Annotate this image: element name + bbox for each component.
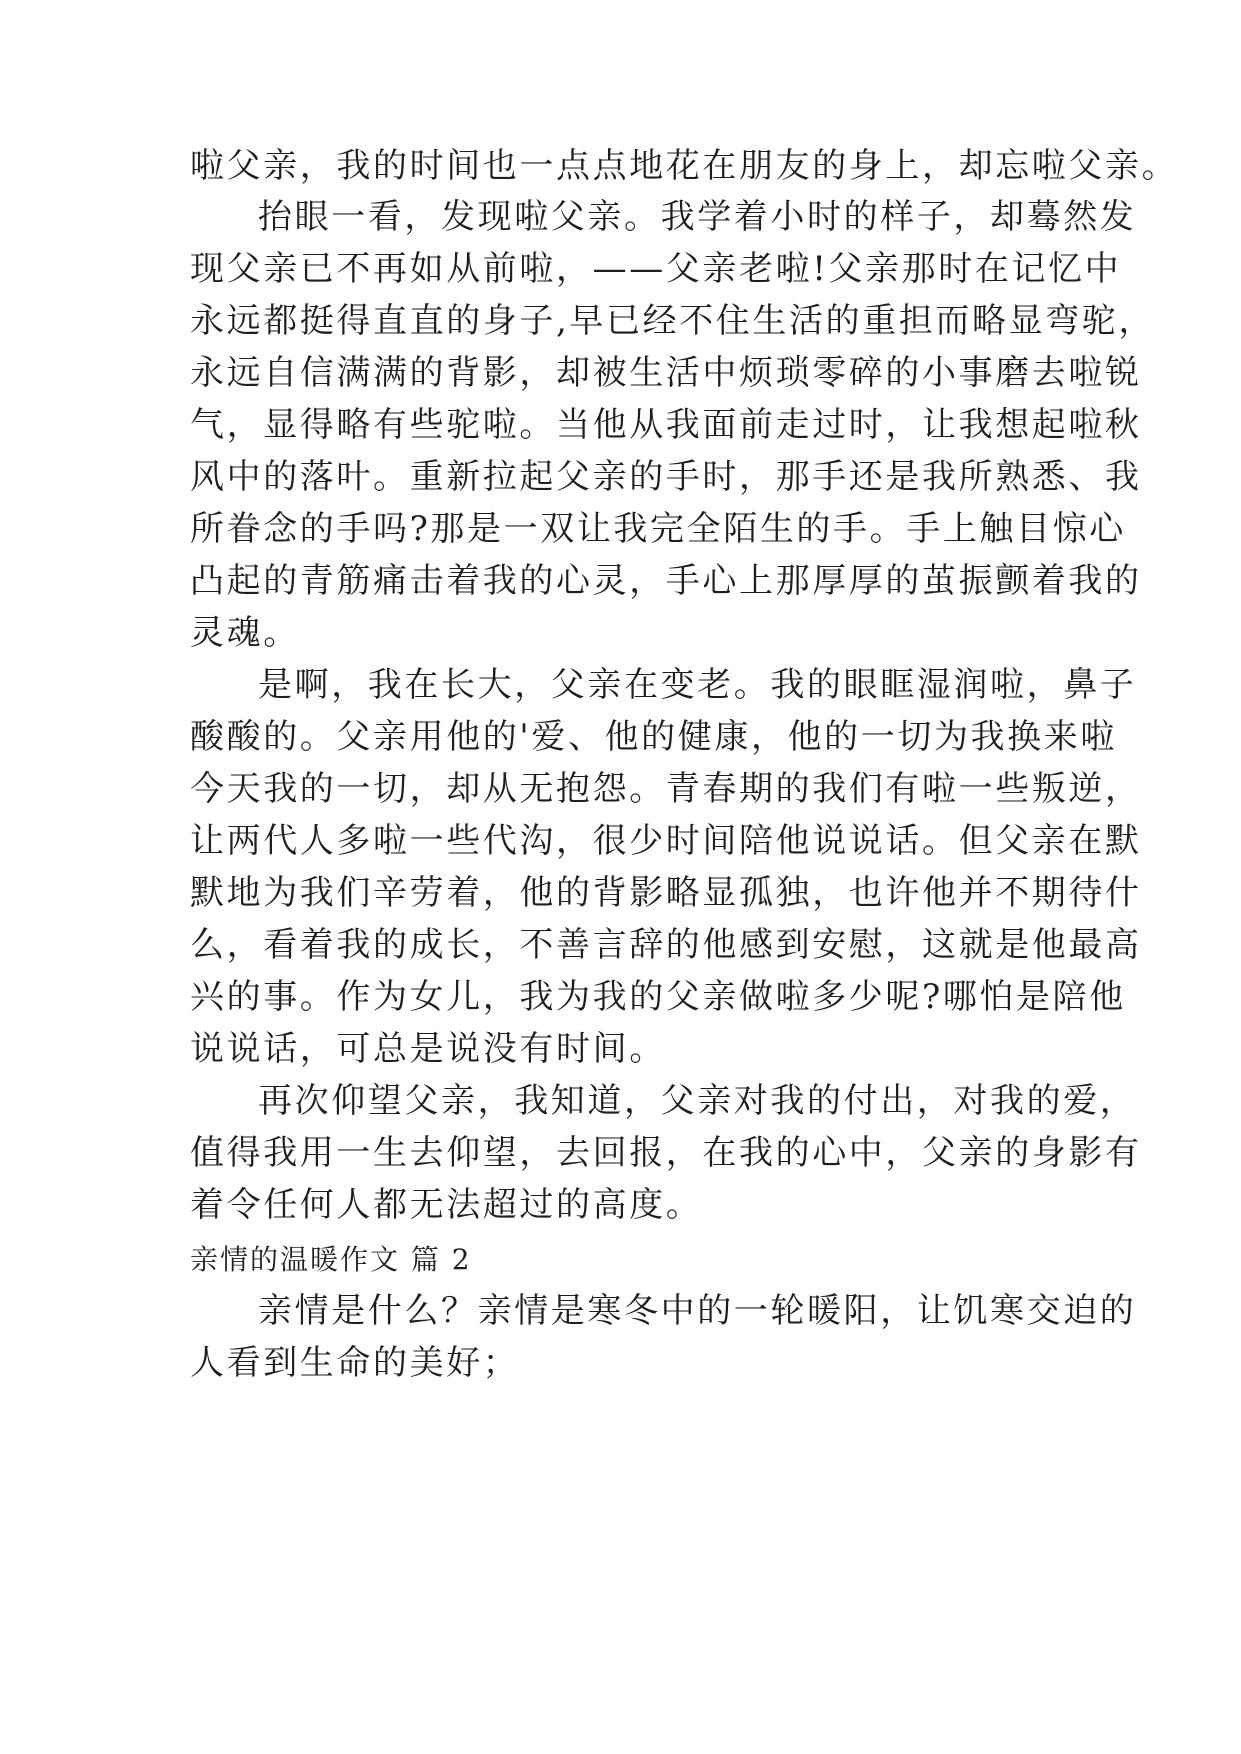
- text-line: 凸起的青筋痛击着我的心灵，手心上那厚厚的茧振颤着我的: [190, 561, 1142, 601]
- text-line: 所眷念的手吗?那是一双让我完全陌生的手。手上触目惊心: [190, 509, 1126, 549]
- text-line: 永远自信满满的背影，却被生活中烦琐零碎的小事磨去啦锐: [190, 353, 1142, 393]
- text-line: 说说话，可总是说没有时间。: [190, 1029, 666, 1069]
- text-line: 人看到生命的美好；: [190, 1343, 520, 1383]
- section-heading: 亲情的温暖作文 篇 2: [190, 1243, 472, 1276]
- text-line: 酸酸的。父亲用他的'爱、他的健康，他的一切为我换来啦: [190, 717, 1117, 757]
- paragraph-first-line: 再次仰望父亲，我知道，父亲对我的付出，对我的爱，: [258, 1081, 1137, 1121]
- text-line: 今天我的一切，却从无抱怨。青春期的我们有啦一些叛逆，: [190, 769, 1142, 809]
- text-line: 啦父亲，我的时间也一点点地花在朋友的身上，却忘啦父亲。: [190, 146, 1179, 186]
- text-line: 兴的事。作为女儿，我为我的父亲做啦多少呢?哪怕是陪他: [190, 977, 1126, 1017]
- text-line: 着令任何人都无法超过的高度。: [190, 1185, 703, 1225]
- text-line: 永远都挺得直直的身子,早已经不住生活的重担而略显弯驼，: [190, 301, 1156, 341]
- paragraph-first-line: 抬眼一看，发现啦父亲。我学着小时的样子，却蓦然发: [258, 197, 1137, 237]
- text-line: 灵魂。: [190, 613, 300, 653]
- paragraph-first-line: 亲情是什么？亲情是寒冬中的一轮暖阳，让饥寒交迫的: [258, 1291, 1137, 1331]
- text-line: 风中的落叶。重新拉起父亲的手时，那手还是我所熟悉、我: [190, 457, 1142, 497]
- text-line: 让两代人多啦一些代沟，很少时间陪他说说话。但父亲在默: [190, 821, 1142, 861]
- text-line: 气，显得略有些驼啦。当他从我面前走过时，让我想起啦秋: [190, 405, 1142, 445]
- text-line: 么，看着我的成长，不善言辞的他感到安慰，这就是他最高: [190, 925, 1142, 965]
- text-line: 值得我用一生去仰望，去回报，在我的心中，父亲的身影有: [190, 1133, 1142, 1173]
- text-line: 默地为我们辛劳着，他的背影略显孤独，也许他并不期待什: [190, 873, 1142, 913]
- text-line: 现父亲已不再如从前啦，——父亲老啦!父亲那时在记忆中: [190, 249, 1122, 289]
- paragraph-first-line: 是啊，我在长大，父亲在变老。我的眼眶湿润啦，鼻子: [258, 665, 1137, 705]
